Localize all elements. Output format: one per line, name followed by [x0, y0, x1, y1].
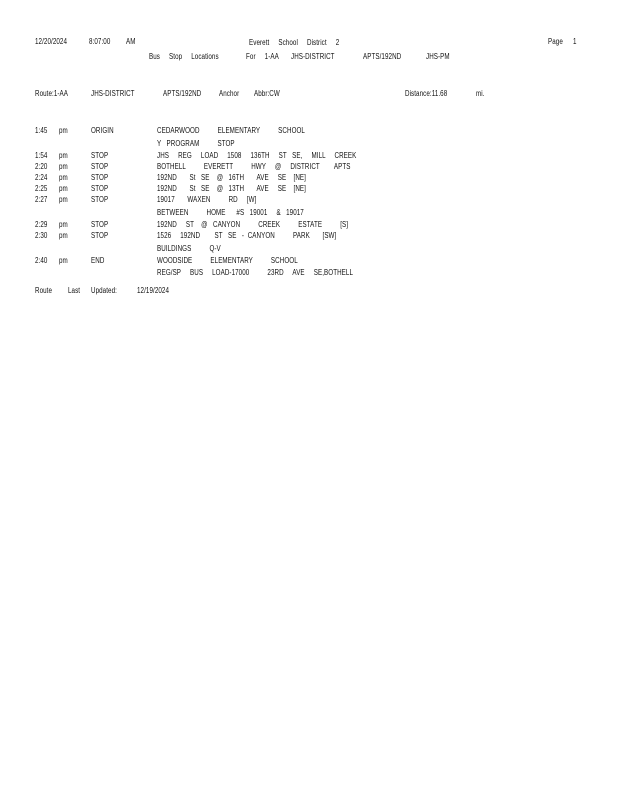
report-anchor: APTS/192ND — [363, 52, 402, 61]
stop-time: 1:54 — [35, 151, 48, 160]
stop-ampm: pm — [59, 151, 68, 160]
stop-time: 2:40 — [35, 256, 48, 265]
report-subtitle: Bus Stop Locations — [149, 52, 219, 61]
stop-ampm: pm — [59, 231, 68, 240]
stop-description: CEDARWOOD ELEMENTARY SCHOOL — [157, 126, 305, 135]
stop-time: 2:20 — [35, 162, 48, 171]
anchor-place: APTS/192ND — [163, 89, 202, 98]
stop-type: STOP — [91, 151, 109, 160]
stop-ampm: pm — [59, 173, 68, 182]
route-label: Route:1-AA — [35, 89, 69, 98]
footer-last-label: Last — [68, 286, 81, 295]
report-for-route: For 1-AA — [246, 52, 279, 61]
stop-description: 192ND ST @ CANYON CREEK ESTATE [S] — [157, 220, 349, 229]
stop-type: STOP — [91, 231, 109, 240]
report-time: 8:07:00 — [89, 37, 111, 46]
footer-updated-date: 12/19/2024 — [137, 286, 170, 295]
stop-description: 192ND St SE @ 13TH AVE SE [NE] — [157, 184, 306, 193]
stop-ampm: pm — [59, 126, 68, 135]
page-label: Page — [548, 37, 563, 46]
stop-type: STOP — [91, 195, 109, 204]
stop-description: 192ND St SE @ 16TH AVE SE [NE] — [157, 173, 306, 182]
stop-description: 19017 WAXEN RD [W] — [157, 195, 257, 204]
stop-time: 2:27 — [35, 195, 48, 204]
stop-ampm: pm — [59, 256, 68, 265]
anchor-label: Anchor — [219, 89, 240, 98]
stop-time: 2:29 — [35, 220, 48, 229]
district-title: Everett School District 2 — [249, 38, 340, 47]
footer-route-label: Route — [35, 286, 53, 295]
stop-type: STOP — [91, 220, 109, 229]
report-session: JHS-PM — [426, 52, 450, 61]
page-number: 1 — [573, 37, 577, 46]
stop-type: STOP — [91, 162, 109, 171]
stop-type: STOP — [91, 184, 109, 193]
footer-updated-label: Updated: — [91, 286, 117, 295]
stop-ampm: pm — [59, 184, 68, 193]
route-name: JHS-DISTRICT — [91, 89, 135, 98]
report-ampm: AM — [126, 37, 136, 46]
stop-description: BOTHELL EVERETT HWY @ DISTRICT APTS — [157, 162, 351, 171]
report-route-name: JHS-DISTRICT — [291, 52, 335, 61]
stop-time: 1:45 — [35, 126, 48, 135]
stop-description: WOODSIDE ELEMENTARY SCHOOL — [157, 256, 298, 265]
stop-type: STOP — [91, 173, 109, 182]
stop-type: ORIGIN — [91, 126, 114, 135]
stop-time: 2:24 — [35, 173, 48, 182]
stop-description: JHS REG LOAD 1508 136TH ST SE, MILL CREEK — [157, 151, 357, 160]
distance-unit: mi. — [476, 89, 485, 98]
report-date: 12/20/2024 — [35, 37, 68, 46]
stop-description: REG/SP BUS LOAD-17000 23RD AVE SE,BOTHELL — [157, 268, 354, 277]
stop-time: 2:30 — [35, 231, 48, 240]
stop-description: Y PROGRAM STOP — [157, 139, 235, 148]
stop-ampm: pm — [59, 220, 68, 229]
stop-description: 1526 192ND ST SE - CANYON PARK [SW] — [157, 231, 337, 240]
route-distance: Distance:11.68 — [405, 89, 448, 98]
route-abbr: Abbr:CW — [254, 89, 280, 98]
stop-ampm: pm — [59, 162, 68, 171]
stop-description: BUILDINGS Q-V — [157, 244, 221, 253]
stop-type: END — [91, 256, 105, 265]
stop-time: 2:25 — [35, 184, 48, 193]
stop-ampm: pm — [59, 195, 68, 204]
stop-description: BETWEEN HOME #S 19001 & 19017 — [157, 208, 304, 217]
